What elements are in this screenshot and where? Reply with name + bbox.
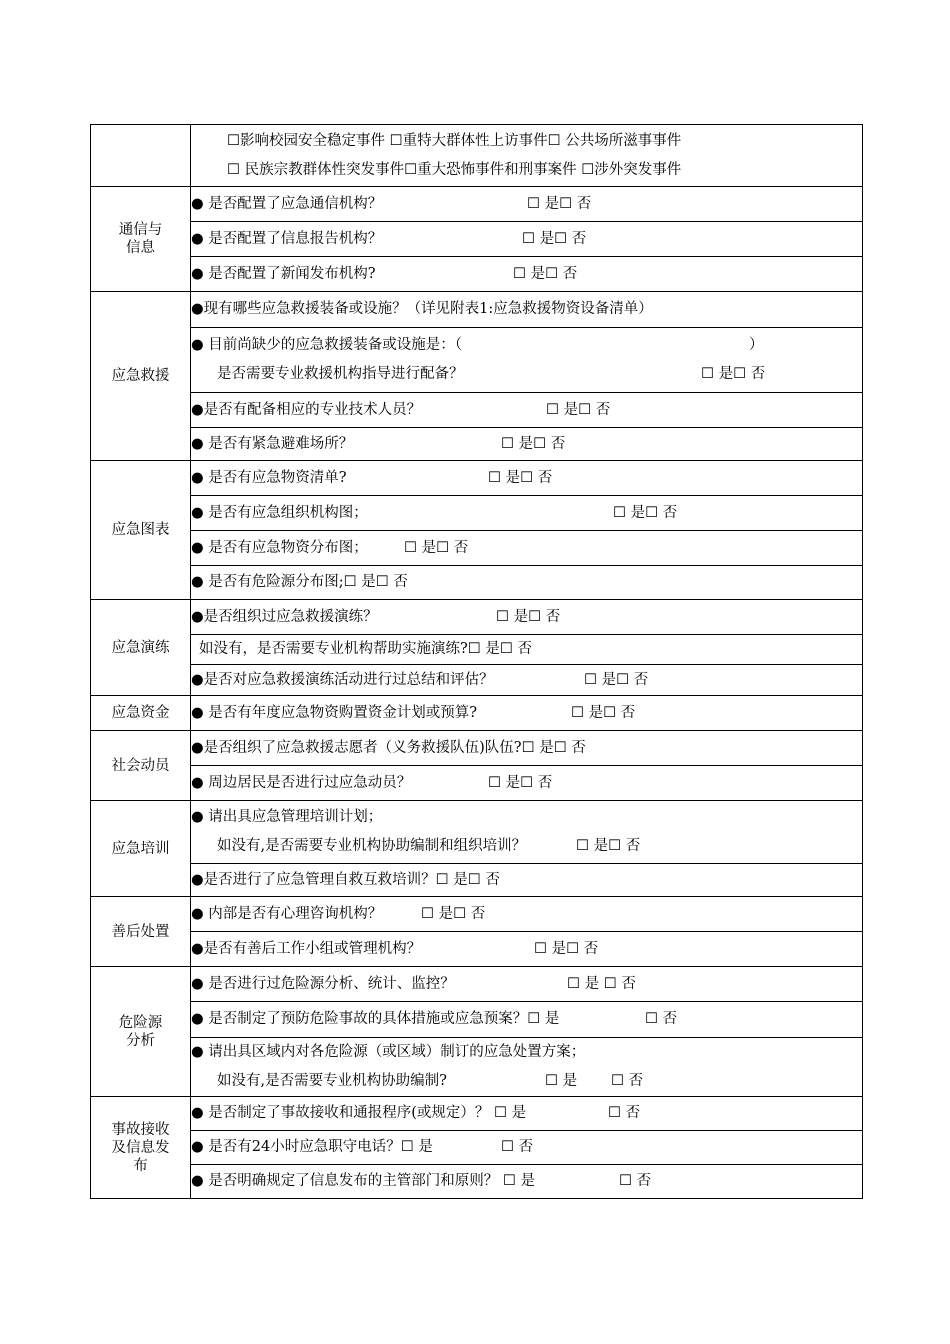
category-cell-empty bbox=[91, 125, 191, 187]
question-row bbox=[191, 1097, 863, 1131]
yes-no-checkbox[interactable]: ☐ 是☐ 否 bbox=[546, 401, 611, 418]
question-text: 如没有,是否需要专业机构协助编制? bbox=[217, 1073, 447, 1089]
question-row bbox=[191, 393, 863, 428]
question-text: ●是否有善后工作小组或管理机构？ bbox=[191, 940, 422, 957]
event-types-text: ☐ 民族宗教群体性突发事件☐重大恐怖事件和刑事案件 ☐涉外突发事件 bbox=[227, 161, 682, 178]
question-row bbox=[191, 864, 863, 897]
yes-no-checkbox[interactable]: ☐ 是 ☐ 否 bbox=[567, 975, 636, 992]
question-text[interactable]: ● 是否明确规定了信息发布的主管部门和原则？ ☐ 是 bbox=[191, 1173, 535, 1189]
yes-no-checkbox[interactable]: ☐ 是☐ 否 bbox=[576, 838, 641, 854]
yes-checkbox[interactable]: ☐ 是 bbox=[545, 1073, 578, 1089]
question-text[interactable]: ●是否组织了应急救援志愿者（义务救援队伍)队伍?☐ 是☐ 否 bbox=[191, 739, 586, 756]
question-row bbox=[191, 635, 863, 665]
yes-no-checkbox[interactable]: ☐ 是☐ 否 bbox=[513, 265, 578, 282]
question-row bbox=[191, 696, 863, 731]
question-text: ● 是否有应急物资清单? bbox=[191, 469, 347, 486]
yes-no-checkbox[interactable]: ☐ 是☐ 否 bbox=[527, 195, 592, 212]
question-text: ● 内部是否有心理咨询机构？ bbox=[191, 905, 383, 922]
question-text: 如没有,是否需要专业机构协助编制和组织培训？ bbox=[217, 838, 527, 854]
question-text[interactable]: ● 是否制定了事故接收和通报程序(或规定）？ ☐ 是 bbox=[191, 1105, 527, 1121]
event-types-line-1 bbox=[227, 127, 862, 156]
yes-no-checkbox[interactable]: ☐ 是☐ 否 bbox=[488, 469, 553, 486]
question-text: ● 请出具应急管理培训计划； bbox=[191, 809, 383, 825]
category-drill: 应急演练 bbox=[91, 600, 191, 696]
question-row bbox=[191, 257, 863, 292]
no-checkbox[interactable]: ☐ 否 bbox=[501, 1139, 534, 1155]
question-row bbox=[191, 665, 863, 696]
question-row bbox=[191, 897, 863, 932]
no-checkbox[interactable]: ☐ 否 bbox=[608, 1105, 641, 1121]
question-row bbox=[191, 600, 863, 635]
question-row bbox=[191, 566, 863, 600]
question-row bbox=[191, 1038, 863, 1097]
question-text: ●是否组织过应急救援演练？ bbox=[191, 608, 378, 625]
no-checkbox[interactable]: ☐ 否 bbox=[645, 1011, 678, 1027]
question-row bbox=[191, 766, 863, 801]
question-row bbox=[191, 187, 863, 222]
question-row bbox=[191, 428, 863, 461]
yes-no-checkbox[interactable]: ☐ 是☐ 否 bbox=[421, 905, 486, 922]
yes-no-checkbox[interactable]: ☐ 是☐ 否 bbox=[404, 539, 469, 556]
question-text: ● 是否有紧急避难场所？ bbox=[191, 435, 354, 452]
question-row bbox=[191, 1165, 863, 1199]
emergency-checklist-table bbox=[90, 124, 863, 1199]
question-row bbox=[191, 222, 863, 257]
category-hazard-analysis: 危险源 分析 bbox=[91, 967, 191, 1097]
question-text: ●现有哪些应急救援装备或设施？（详见附表1:应急救援物资设备清单） bbox=[191, 301, 653, 317]
yes-no-checkbox[interactable]: ☐ 是☐ 否 bbox=[496, 608, 561, 625]
question-text: ● 是否配置了应急通信机构？ bbox=[191, 195, 383, 212]
question-text: ● 周边居民是否进行过应急动员？ bbox=[191, 774, 412, 791]
question-text: ● 是否有年度应急物资购置资金计划或预算? bbox=[191, 704, 478, 721]
category-aftermath: 善后处置 bbox=[91, 897, 191, 967]
no-checkbox[interactable]: ☐ 否 bbox=[619, 1173, 652, 1189]
category-rescue: 应急救援 bbox=[91, 292, 191, 461]
question-text: ● 是否有应急组织机构图； bbox=[191, 504, 368, 521]
yes-no-checkbox[interactable]: ☐ 是☐ 否 bbox=[534, 940, 599, 957]
question-text[interactable]: 如没有，是否需要专业机构帮助实施演练?☐ 是☐ 否 bbox=[199, 641, 532, 657]
question-text[interactable]: ● 是否有24小时应急职守电话？☐ 是 bbox=[191, 1139, 433, 1155]
question-row bbox=[191, 801, 863, 864]
yes-no-checkbox[interactable]: ☐ 是☐ 否 bbox=[613, 504, 678, 521]
question-text: ● 是否有应急物资分布图； bbox=[191, 539, 368, 556]
no-checkbox[interactable]: ☐ 否 bbox=[611, 1073, 644, 1089]
category-funds: 应急资金 bbox=[91, 696, 191, 731]
yes-no-checkbox[interactable]: ☐ 是☐ 否 bbox=[701, 366, 766, 382]
yes-no-checkbox[interactable]: ☐ 是☐ 否 bbox=[571, 704, 636, 721]
category-charts: 应急图表 bbox=[91, 461, 191, 600]
question-row bbox=[191, 731, 863, 766]
question-text: ● 是否配置了信息报告机构？ bbox=[191, 230, 383, 247]
yes-no-checkbox[interactable]: ☐ 是☐ 否 bbox=[584, 671, 649, 688]
question-text: ● 目前尚缺少的应急救援装备或设施是：（ bbox=[191, 337, 463, 353]
yes-no-checkbox[interactable]: ☐ 是☐ 否 bbox=[488, 774, 553, 791]
question-row bbox=[191, 1002, 863, 1038]
category-accident-info: 事故接收 及信息发 布 bbox=[91, 1097, 191, 1199]
question-row bbox=[191, 328, 863, 393]
question-row bbox=[191, 967, 863, 1002]
question-text[interactable]: ●是否进行了应急管理自救互救培训？☐ 是☐ 否 bbox=[191, 871, 500, 888]
question-text[interactable]: ● 是否制定了预防危险事故的具体措施或应急预案？☐ 是 bbox=[191, 1011, 560, 1027]
question-text: ●是否有配备相应的专业技术人员？ bbox=[191, 401, 422, 418]
question-text: 是否需要专业救援机构指导进行配备？ bbox=[217, 366, 464, 382]
question-row bbox=[191, 531, 863, 566]
question-row bbox=[191, 496, 863, 531]
event-types-text: ☐影响校园安全稳定事件 ☐重特大群体性上访事件☐ 公共场所滋事事件 bbox=[227, 132, 682, 149]
question-text: ● 是否进行过危险源分析、统计、监控？ bbox=[191, 975, 455, 992]
category-communication: 通信与 信息 bbox=[91, 187, 191, 292]
question-text: ● 请出具区域内对各危险源（或区域）制订的应急处置方案； bbox=[191, 1044, 586, 1060]
bracket-close: ） bbox=[749, 337, 764, 353]
category-training: 应急培训 bbox=[91, 801, 191, 897]
question-text: ●是否对应急救援演练活动进行过总结和评估？ bbox=[191, 671, 494, 688]
event-types-line-2 bbox=[227, 156, 862, 185]
yes-no-checkbox[interactable]: ☐ 是☐ 否 bbox=[522, 230, 587, 247]
event-types-cell bbox=[191, 125, 863, 187]
question-row bbox=[191, 461, 863, 496]
question-row bbox=[191, 1131, 863, 1165]
yes-no-checkbox[interactable]: ☐ 是☐ 否 bbox=[501, 435, 566, 452]
question-text: ● 是否配置了新闻发布机构? bbox=[191, 265, 376, 282]
category-mobilization: 社会动员 bbox=[91, 731, 191, 801]
question-text[interactable]: ● 是否有危险源分布图;☐ 是☐ 否 bbox=[191, 574, 408, 590]
question-row bbox=[191, 932, 863, 967]
question-row bbox=[191, 292, 863, 328]
